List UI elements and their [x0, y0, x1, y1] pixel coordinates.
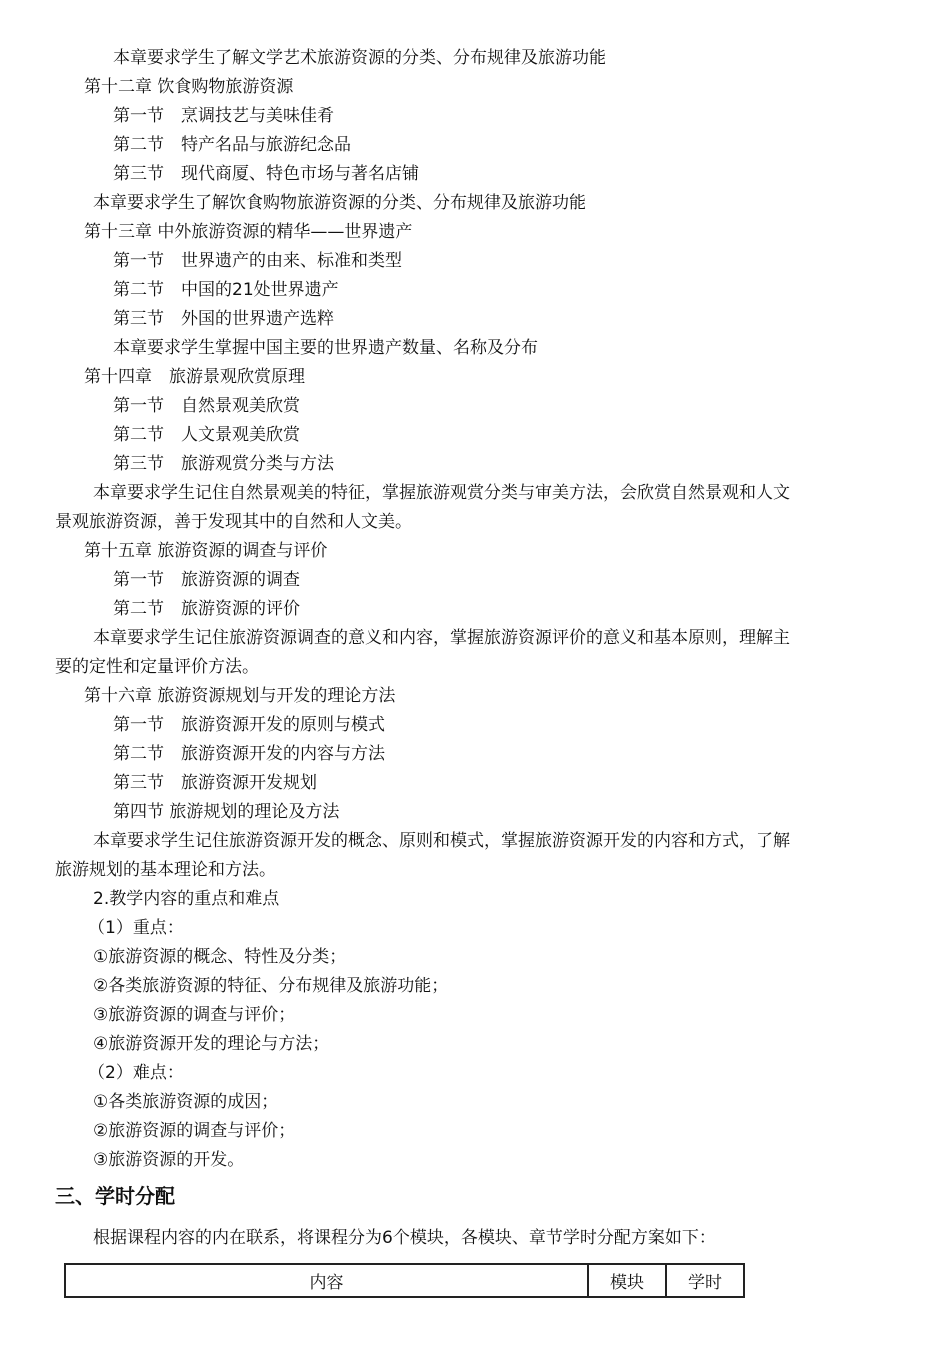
- difficulties-label: （2）难点：: [88, 1063, 184, 1083]
- section-12-2: 第二节 特产名品与旅游纪念品: [113, 135, 351, 155]
- difficulty-3: ③旅游资源的开发。: [93, 1150, 245, 1170]
- header-content: 内容: [65, 1264, 588, 1297]
- section-16-2: 第二节 旅游资源开发的内容与方法: [113, 744, 385, 764]
- chapter-requirement-15: 本章要求学生记住旅游资源调查的意义和内容，掌握旅游资源评价的意义和基本原则，理解主: [93, 628, 790, 648]
- chapter-requirement-16-cont: 旅游规划的基本理论和方法。: [55, 860, 276, 880]
- section-13-3: 第三节 外国的世界遗产选粹: [113, 309, 334, 329]
- chapter-title-13: 第十三章 中外旅游资源的精华——世界遗产: [84, 222, 413, 242]
- chapter-title-15: 第十五章 旅游资源的调查与评价: [84, 541, 328, 561]
- chapter-requirement-15-cont: 要的定性和定量评价方法。: [55, 657, 259, 677]
- section-15-1: 第一节 旅游资源的调查: [113, 570, 300, 590]
- section-13-1: 第一节 世界遗产的由来、标准和类型: [113, 251, 402, 271]
- key-point-2: ②各类旅游资源的特征、分布规律及旅游功能；: [93, 976, 449, 996]
- subsection-key-points: 2.教学内容的重点和难点: [93, 889, 280, 909]
- section-heading-hours: 三、学时分配: [55, 1184, 175, 1208]
- chapter-requirement-14: 本章要求学生记住自然景观美的特征，掌握旅游观赏分类与审美方法，会欣赏自然景观和人文: [93, 483, 790, 503]
- difficulty-1: ①各类旅游资源的成因；: [93, 1092, 279, 1112]
- key-point-4: ④旅游资源开发的理论与方法；: [93, 1034, 330, 1054]
- chapter-requirement-13: 本章要求学生掌握中国主要的世界遗产数量、名称及分布: [113, 338, 538, 358]
- key-points-label: （1）重点：: [88, 918, 184, 938]
- section-15-2: 第二节 旅游资源的评价: [113, 599, 300, 619]
- section-12-3: 第三节 现代商厦、特色市场与著名店铺: [113, 164, 419, 184]
- header-module: 模块: [588, 1264, 666, 1297]
- section-16-3: 第三节 旅游资源开发规划: [113, 773, 317, 793]
- section-16-1: 第一节 旅游资源开发的原则与模式: [113, 715, 385, 735]
- difficulty-2: ②旅游资源的调查与评价；: [93, 1121, 296, 1141]
- section-16-4: 第四节 旅游规划的理论及方法: [113, 802, 340, 822]
- section-13-2: 第二节 中国的21处世界遗产: [113, 280, 339, 300]
- allocation-intro: 根据课程内容的内在联系，将课程分为6个模块，各模块、章节学时分配方案如下：: [93, 1228, 716, 1248]
- chapter-title-12: 第十二章 饮食购物旅游资源: [84, 77, 294, 97]
- chapter-requirement-12: 本章要求学生了解饮食购物旅游资源的分类、分布规律及旅游功能: [93, 193, 586, 213]
- section-14-2: 第二节 人文景观美欣赏: [113, 425, 300, 445]
- section-14-3: 第三节 旅游观赏分类与方法: [113, 454, 334, 474]
- hours-allocation-table: [64, 1263, 745, 1298]
- key-point-3: ③旅游资源的调查与评价；: [93, 1005, 296, 1025]
- chapter-requirement-16: 本章要求学生记住旅游资源开发的概念、原则和模式，掌握旅游资源开发的内容和方式，了解: [93, 831, 790, 851]
- header-hours: 学时: [666, 1264, 744, 1297]
- chapter-requirement-11: 本章要求学生了解文学艺术旅游资源的分类、分布规律及旅游功能: [113, 48, 606, 68]
- key-point-1: ①旅游资源的概念、特性及分类；: [93, 947, 347, 967]
- section-12-1: 第一节 烹调技艺与美味佳肴: [113, 106, 334, 126]
- chapter-requirement-14-cont: 景观旅游资源，善于发现其中的自然和人文美。: [55, 512, 412, 532]
- table-header-row: [65, 1264, 744, 1297]
- chapter-title-16: 第十六章 旅游资源规划与开发的理论方法: [84, 686, 396, 706]
- chapter-title-14: 第十四章 旅游景观欣赏原理: [84, 367, 305, 387]
- section-14-1: 第一节 自然景观美欣赏: [113, 396, 300, 416]
